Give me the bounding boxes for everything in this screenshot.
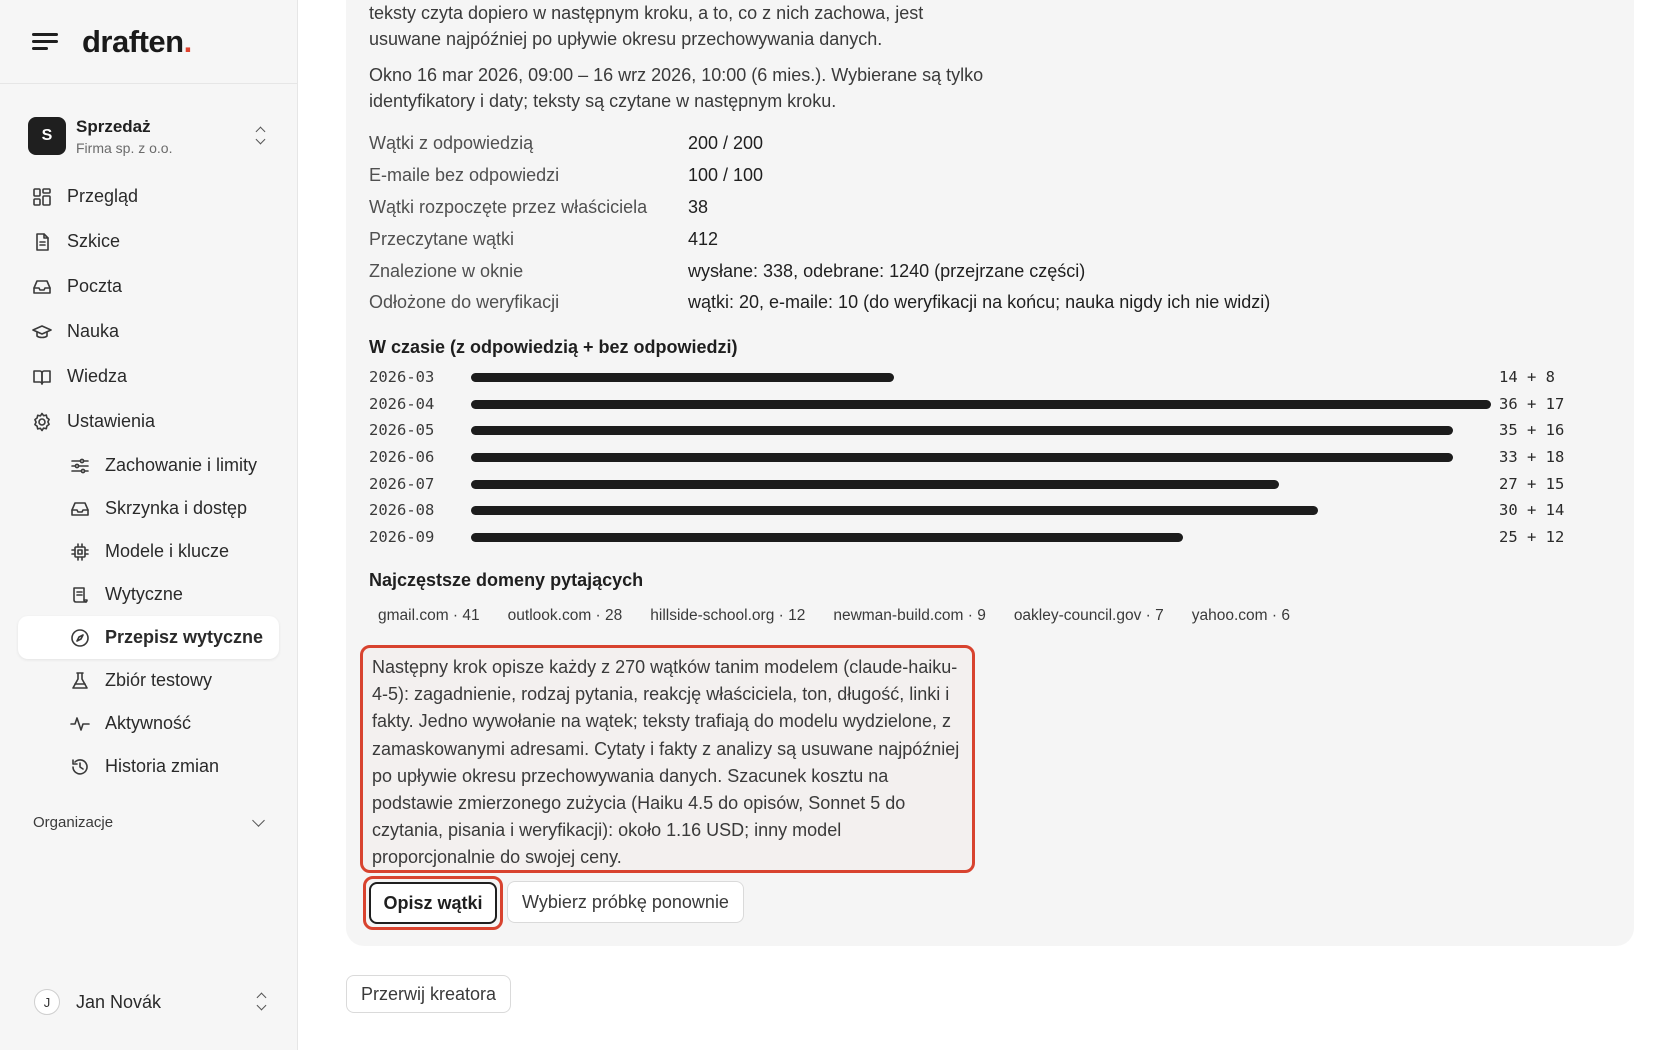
stat-value: wątki: 20, e-maile: 10 (do weryfikacji na końcu; nauka nigdy ich nie widzi) [688,292,1271,313]
compass-icon [70,628,90,648]
bar-month-label: 2026-06 [369,448,435,467]
bar [471,506,1318,515]
domain-chip: yahoo.com · 6 [1191,607,1290,624]
workspace-switcher[interactable] [0,112,297,160]
stat-label: Przeczytane wątki [369,228,515,249]
nav-subitem-historia-zmian[interactable] [0,745,297,788]
bar-value-label: 14 + 8 [1499,368,1555,386]
organizations-toggle[interactable] [0,810,297,834]
brand-header [0,0,297,84]
document-icon [32,232,52,252]
history-icon [70,757,90,777]
nav-item-label: Historia zmian [105,756,220,776]
timeline-chart [369,364,1569,551]
intro-text: teksty czyta dopiero w następnym kroku, a to, co z nich zachowa, jest usuwane najpóźniej po upływie okresu przechowywania danych. [369,3,924,49]
bar [471,480,1279,489]
nav-item-label: Wytyczne [105,584,183,604]
nav-item-label: Szkice [67,231,121,251]
bar-value-label: 25 + 12 [1499,528,1565,547]
domain-chip: hillside-school.org · 12 [650,607,806,624]
stat-label: Odłożone do weryfikacji [369,292,560,313]
nav-item-label: Modele i klucze [105,541,230,561]
organizations-label: Organizacje [33,813,114,831]
nav-item-label: Ustawienia [67,411,156,431]
domain-chip: outlook.com · 28 [507,607,623,624]
workspace-name: Sprzedaż [76,116,151,136]
domain-chip: oakley-council.gov · 7 [1013,607,1164,624]
bar-value-label: 27 + 15 [1499,474,1565,493]
timeline-row [369,391,1569,418]
timeline-row [369,524,1569,551]
flask-icon [70,671,90,691]
scroll-icon [70,585,90,605]
timeline-title: W czasie (z odpowiedzią + bez odpowiedzi) [369,337,738,357]
nav-item-label: Przegląd [67,186,139,206]
cost-note: Następny krok opisze każdy z 270 wątków tanim modelem (claude-haiku-4-5): zagadnienie, rodzaj pytania, reakcję właściciela, ton, długość, linki i fakty. Jedno wywołanie na wątek; teksty trafiają do modelu wydzielone, z zamaskowanymi adresami. Cytaty i fakty z analizy są usuwane najpóźniej po upływie okresu przechowywania danych. Szacunek kosztu na podstawie zmierzonego zużycia (Haiku 4.5 do opisów, Sonnet 5 do czytania, pisania i weryfikacji): około 1.16 USD; inny model proporcjonalnie do swojej ceny. [360,645,975,873]
timeline-row [369,497,1569,524]
nav-subitem-zbior-testowy[interactable] [0,659,297,702]
timeline-row [369,417,1569,444]
stat-label: Wątki rozpoczęte przez właściciela [369,196,648,217]
nav-item-przeglad[interactable] [0,174,297,219]
stat-row [369,128,1270,160]
nav-item-label: Skrzynka i dostęp [105,498,248,518]
stat-row [369,255,1270,287]
bar-month-label: 2026-05 [369,421,435,440]
nav-item-label: Zbiór testowy [105,670,213,690]
timeline-row [369,471,1569,498]
workspace-company: Firma sp. z o.o. [76,139,173,156]
stat-label: E-maile bez odpowiedzi [369,165,560,186]
book-icon [32,367,52,387]
stat-value: 38 [688,196,709,217]
window-text: Okno 16 mar 2026, 09:00 – 16 wrz 2026, 10:00 (6 mies.). Wybierane są tylko identyfikatory i daty; teksty są czytane w następnym kroku. [369,65,984,111]
bar-track [471,480,1491,489]
describe-threads-button[interactable]: Opisz wątki [369,882,497,924]
stat-label: Znalezione w oknie [369,260,524,281]
bar-value-label: 36 + 17 [1499,394,1565,413]
bar-month-label: 2026-09 [369,528,435,547]
domain-chip: newman-build.com · 9 [833,607,986,624]
nav-item-label: Wiedza [67,366,128,386]
domain-chip: gmail.com · 41 [378,607,480,624]
nav-item-nauka[interactable] [0,309,297,354]
nav-item-label: Zachowanie i limity [105,455,258,475]
hamburger-menu-icon[interactable] [32,31,60,53]
stat-row [369,160,1270,192]
chip-icon [70,542,90,562]
nav-subitem-skrzynka[interactable] [0,487,297,530]
logo[interactable]: draften. [82,23,192,59]
resample-button[interactable]: Wybierz próbkę ponownie [507,881,744,923]
domains-title: Najczęstsze domeny pytających [369,570,644,590]
activity-icon [70,714,90,734]
user-menu[interactable] [0,984,298,1020]
bar [471,373,894,382]
stat-row [369,287,1270,319]
main-nav [0,174,297,788]
nav-item-wiedza[interactable] [0,354,297,399]
nav-subitem-modele[interactable] [0,530,297,573]
user-name: Jan Novák [76,991,162,1012]
nav-item-poczta[interactable] [0,264,297,309]
bar-track [471,426,1491,435]
stat-value: wysłane: 338, odebrane: 1240 (przejrzane części) [688,260,1086,281]
bar-track [471,533,1491,542]
stat-row [369,192,1270,224]
chevron-up-down-icon [254,991,270,1013]
nav-item-label: Aktywność [105,713,192,733]
workspace-avatar: S [28,117,66,155]
timeline-row [369,364,1569,391]
avatar: J [34,989,60,1015]
bar-month-label: 2026-08 [369,501,435,520]
graduation-cap-icon [32,322,52,342]
sidebar [0,0,298,1050]
bar-track [471,453,1491,462]
bar-value-label: 35 + 16 [1499,421,1565,440]
nav-subitem-przepisz-wytyczne[interactable] [18,616,279,659]
nav-item-label: Przepisz wytyczne [105,627,264,647]
stat-label: Wątki z odpowiedzią [369,133,534,154]
chevron-down-icon [252,814,265,827]
chevron-up-down-icon [253,125,269,147]
nav-item-ustawienia[interactable] [0,399,297,444]
inbox-icon [70,499,90,519]
domains-list [369,603,1309,629]
stat-value: 412 [688,228,719,249]
bar-track [471,373,1491,382]
bar-track [471,506,1491,515]
nav-subitem-zachowanie[interactable] [0,444,297,487]
bar-month-label: 2026-07 [369,474,435,493]
nav-subitem-aktywnosc[interactable] [0,702,297,745]
gear-icon [32,412,52,432]
bar-month-label: 2026-03 [369,368,435,386]
nav-item-label: Poczta [67,276,123,296]
nav-subitem-wytyczne[interactable] [0,573,297,616]
bar [471,453,1453,462]
stats-table [369,128,1270,319]
bar-month-label: 2026-04 [369,394,435,413]
inbox-icon [32,277,52,297]
nav-item-label: Nauka [67,321,120,341]
stat-value: 100 / 100 [688,165,764,186]
bar [471,426,1453,435]
bar-track [471,400,1491,409]
sliders-icon [70,456,90,476]
stat-row [369,223,1270,255]
timeline-row [369,444,1569,471]
bar [471,533,1183,542]
bar-value-label: 30 + 14 [1499,501,1565,520]
abort-wizard-button[interactable]: Przerwij kreatora [346,975,511,1013]
dashboard-icon [32,187,52,207]
stat-value: 200 / 200 [688,133,764,154]
bar-value-label: 33 + 18 [1499,448,1565,467]
nav-item-szkice[interactable] [0,219,297,264]
bar [471,400,1491,409]
